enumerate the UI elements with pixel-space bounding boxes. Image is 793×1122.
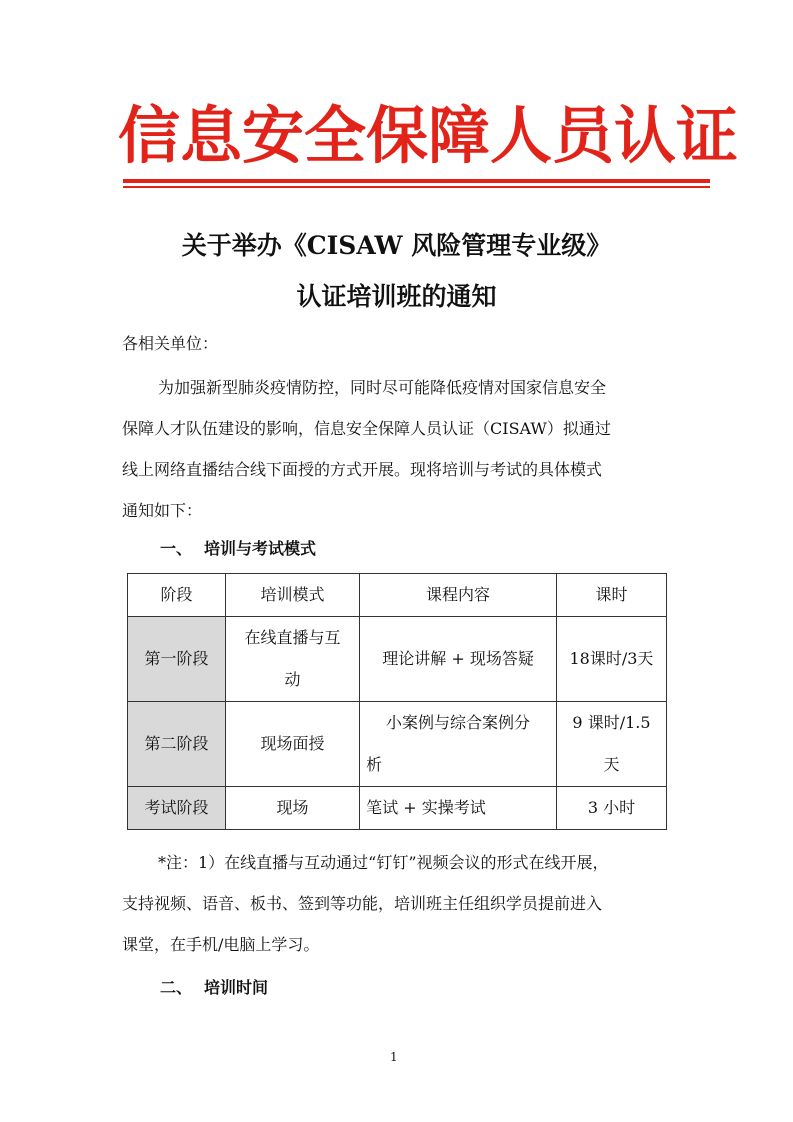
intro-line-2: 保障人才队伍建设的影响，信息安全保障人员认证（CISAW）拟通过	[122, 419, 611, 438]
note-line-3: 课堂，在手机/电脑上学习。	[122, 935, 320, 954]
hours-cell: 3 小时	[556, 787, 666, 830]
hours-cell: 18课时/3天	[556, 617, 666, 702]
hours-cell	[556, 702, 666, 787]
stage-cell: 第一阶段	[128, 617, 226, 702]
hours-line-1: 9 课时/1.5	[572, 713, 651, 732]
table-header-cell: 阶段	[128, 574, 226, 617]
table-header-cell: 课程内容	[360, 574, 557, 617]
page-number: 1	[390, 1050, 398, 1064]
intro-line-1: 为加强新型肺炎疫情防控，同时尽可能降低疫情对国家信息安全	[158, 378, 607, 397]
stage-cell: 考试阶段	[128, 787, 226, 830]
table-row	[128, 702, 667, 787]
table-header-row	[128, 574, 667, 617]
content-line-2: 析	[366, 755, 383, 774]
stage-cell: 第二阶段	[128, 702, 226, 787]
section1-number: 一、	[160, 539, 193, 558]
content-cell	[360, 702, 557, 787]
banner-rule-thick	[123, 179, 710, 183]
note-line-1: *注：1）在线直播与互动通过“钉钉”视频会议的形式在线开展，	[158, 853, 609, 872]
table-header-cell: 培训模式	[225, 574, 359, 617]
training-mode-table	[127, 573, 667, 830]
content-cell: 理论讲解 + 现场答疑	[360, 617, 557, 702]
document-title-line1: 关于举办《CISAW 风险管理专业级》	[181, 231, 612, 260]
mode-line-2: 动	[284, 670, 301, 689]
mode-cell: 现场	[225, 787, 359, 830]
greeting: 各相关单位：	[122, 334, 219, 353]
table-header-cell: 课时	[556, 574, 666, 617]
table-row	[128, 787, 667, 830]
intro-line-4: 通知如下：	[122, 501, 203, 520]
table-row	[128, 617, 667, 702]
intro-line-3: 线上网络直播结合线下面授的方式开展。现将培训与考试的具体模式	[122, 460, 603, 479]
section2-number: 二、	[160, 978, 193, 997]
hours-line-2: 天	[603, 755, 620, 774]
content-line-1: 小案例与综合案例分	[386, 713, 531, 732]
section2-title: 培训时间	[204, 978, 269, 997]
content-cell: 笔试 + 实操考试	[360, 787, 557, 830]
section1-title: 培训与考试模式	[204, 539, 317, 558]
document-title-line2: 认证培训班的通知	[296, 282, 497, 311]
note-line-2: 支持视频、语音、板书、签到等功能，培训班主任组织学员提前进入	[122, 894, 603, 913]
mode-cell: 现场面授	[225, 702, 359, 787]
banner-rule-thin	[123, 186, 710, 188]
mode-cell	[225, 617, 359, 702]
banner-title: 信息安全保障人员认证	[118, 99, 739, 172]
mode-line-1: 在线直播与互	[244, 628, 341, 647]
